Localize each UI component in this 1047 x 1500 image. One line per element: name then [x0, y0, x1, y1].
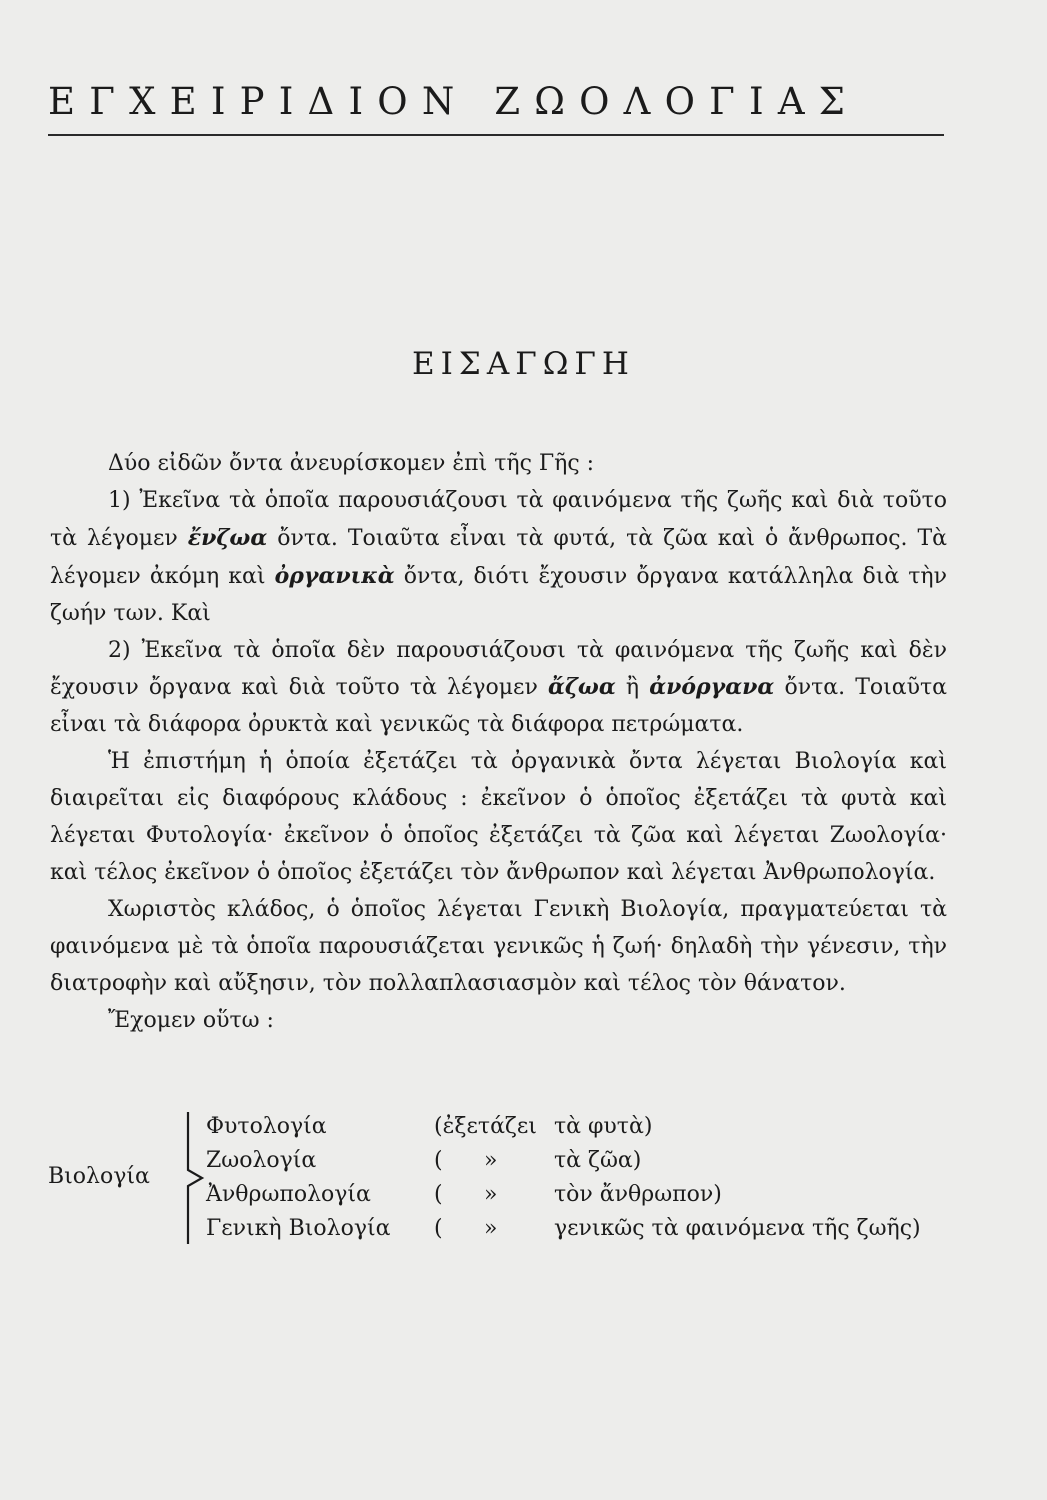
- scheme-branch: Φυτολογία: [206, 1114, 327, 1139]
- body-text: [50, 446, 947, 1040]
- paragraph-1: [50, 483, 947, 633]
- scheme-ditto: »: [484, 1182, 498, 1207]
- paragraph-1-text-c: ὄντα. Τοιαῦτα εἶναι τὰ φυτά, τὰ ζῶα καὶ ὁ ἄνθρωπος. Τὰ λέγομεν ἀκόμη καὶ: [50, 525, 947, 589]
- scheme-object: τὰ φυτὰ): [554, 1114, 653, 1139]
- paragraph-1-text-e: ὄντα, διότι ἔχουσιν ὄργανα κατάλληλα διὰ τὴν ζωήν των. Καὶ: [50, 563, 947, 626]
- paragraph-3: Ἡ ἐπιστήμη ἡ ὁποία ἐξετάζει τὰ ὀργανικὰ ὄντα λέγεται Βιολογία καὶ διαιρεῖται εἰς διαφόρους κλάδους : ἐκεῖνον ὁ ὁποῖος ἐξετάζει τὰ φυτὰ καὶ λέγεται Φυτολογία· ἐκεῖνον ὁ ὁποῖος ἐξετάζει τὰ ζῶα καὶ λέγεται Ζωολογία· καὶ τέλος ἐκεῖνον ὁ ὁποῖος ἐξετάζει τὸν ἄνθρωπον καὶ λέγεται Ἀνθρωπολογία.: [50, 749, 947, 885]
- scheme-object: γενικῶς τὰ φαινόμενα τῆς ζωῆς): [554, 1216, 921, 1241]
- paragraph-1-text-a: 1) Ἐκεῖνα τὰ ὁποῖα παρουσιάζουσι τὰ φαινόμενα τῆς ζωῆς καὶ διὰ τοῦτο τὰ λέγομεν: [50, 487, 947, 551]
- scheme-paren: (ἐξετάζει: [434, 1114, 537, 1139]
- brace-icon: [184, 1110, 206, 1246]
- running-title: ΕΓΧΕΙΡΙΔΙΟΝ ΖΩΟΛΟΓΙΑΣ: [48, 80, 860, 123]
- scheme-paren: (: [434, 1148, 443, 1173]
- scheme-ditto: »: [484, 1148, 498, 1173]
- term-organika: ὀργανικὰ: [274, 562, 395, 589]
- scheme-paren: (: [434, 1182, 443, 1207]
- scheme-root: Βιολογία: [48, 1164, 150, 1189]
- paragraph-4: Χωριστὸς κλάδος, ὁ ὁποῖος λέγεται Γενικὴ Βιολογία, πραγματεύεται τὰ φαινόμενα μὲ τὰ ὁποῖα παρουσιάζεται γενικῶς ἡ ζωή· δηλαδὴ τὴν γένεσιν, τὴν διατροφὴν καὶ αὔξησιν, τὸν πολλαπλασιασμὸν καὶ τέλος τὸν θάνατον.: [50, 896, 947, 996]
- section-title: ΕΙΣΑΓΩΓΗ: [412, 346, 635, 382]
- scheme-branch: Ἀνθρωπολογία: [206, 1182, 371, 1207]
- paragraph-5: Ἔχομεν οὕτω :: [108, 1007, 274, 1033]
- paragraph-2: [50, 633, 947, 745]
- classification-scheme: [48, 1110, 968, 1250]
- scheme-ditto: »: [484, 1216, 498, 1241]
- paragraph-2-text-e: ὄντα. Τοιαῦτα εἶναι τὰ διάφορα ὀρυκτὰ καὶ γενικῶς τὰ διάφορα πετρώματα.: [50, 675, 947, 738]
- term-enzoa: ἔνζωα: [187, 524, 268, 551]
- header-rule: [48, 134, 944, 136]
- paragraph-2-text-a: 2) Ἐκεῖνα τὰ ὁποῖα δὲν παρουσιάζουσι τὰ φαινόμενα τῆς ζωῆς καὶ δὲν ἔχουσιν ὄργανα καὶ διὰ τοῦτο τὰ λέγομεν: [50, 637, 947, 701]
- scheme-paren: (: [434, 1216, 443, 1241]
- term-azoa: ἄζωα: [547, 674, 616, 701]
- paragraph-intro: Δύο εἰδῶν ὄντα ἀνευρίσκομεν ἐπὶ τῆς Γῆς :: [108, 451, 595, 476]
- scheme-branch: Ζωολογία: [206, 1148, 317, 1173]
- term-anorgana: ἀνόργανα: [649, 674, 775, 701]
- scheme-object: τὸν ἄνθρωπον): [554, 1182, 722, 1207]
- scheme-branch: Γενικὴ Βιολογία: [206, 1216, 391, 1241]
- scheme-object: τὰ ζῶα): [554, 1148, 642, 1173]
- paragraph-2-text-c: ἢ: [615, 675, 650, 701]
